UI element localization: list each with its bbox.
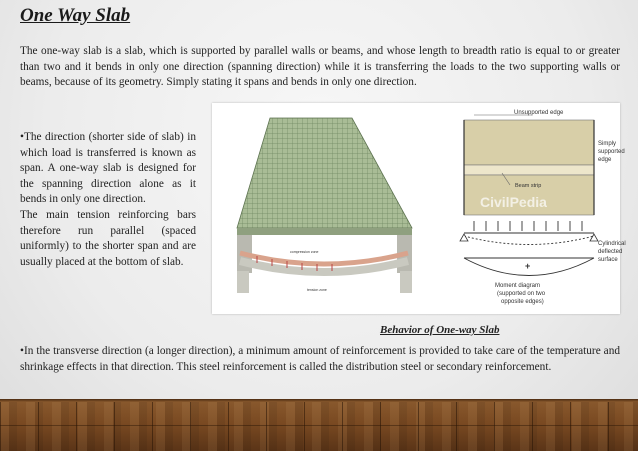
tension-bars-paragraph: The main tension reinforcing bars therefore run parallel (spaced uniformly) to the shorter span and are usually placed at the bottom of slab. bbox=[20, 208, 196, 268]
slab-illustration bbox=[212, 103, 626, 314]
moment-supported-label: (supported on two bbox=[497, 291, 546, 297]
svg-text:tension zone: tension zone bbox=[307, 288, 327, 292]
span-paragraph: •The direction (shorter side of slab) in which load is transferred is known as span. A one-way slab is designed for the spanning direction alone as it bends in only one direction. bbox=[20, 131, 196, 206]
slab-3d-drawing bbox=[237, 118, 412, 293]
figure-caption: Behavior of One-way Slab bbox=[380, 324, 500, 336]
slab-schematic bbox=[460, 110, 626, 305]
supported-label: supported bbox=[598, 149, 625, 155]
unsupported-edge-label: Unsupported edge bbox=[514, 110, 564, 116]
cylindrical-label: Cylindrical bbox=[598, 241, 626, 247]
beam-strip-label: Beam strip bbox=[515, 183, 542, 189]
deflected-label: deflected bbox=[598, 249, 623, 255]
surface-label: surface bbox=[598, 257, 618, 263]
edge-label: edge bbox=[598, 157, 612, 163]
intro-paragraph: The one-way slab is a slab, which is supported by parallel walls or beams, and whose length to breadth ratio is equal to or greater than two and it bends in only one direction (spanning direction) while it is transferring the loads to the two supporting walls or beams, because of its geometry. Simply stating it spans and bends in only one direction. bbox=[20, 45, 620, 89]
span-explanation bbox=[20, 130, 196, 270]
watermark-text: CivilPedia bbox=[480, 194, 547, 210]
simply-label: Simply bbox=[598, 141, 617, 147]
slide-title: One Way Slab bbox=[20, 5, 131, 26]
moment-edges-label: opposite edges) bbox=[501, 299, 544, 305]
svg-text:compression zone: compression zone bbox=[290, 250, 319, 254]
moment-plus-sign: + bbox=[525, 261, 531, 271]
transverse-reinforcement-paragraph: •In the transverse direction (a longer direction), a minimum amount of reinforcement is provided to take care of the temperature and shrinkage effects in that direction. This steel reinforcement is called the distribution steel or secondary reinforcement. bbox=[20, 345, 620, 373]
moment-diagram-label: Moment diagram bbox=[495, 283, 541, 289]
one-way-slab-figure bbox=[212, 103, 626, 314]
wooden-floor-decoration bbox=[0, 399, 638, 451]
